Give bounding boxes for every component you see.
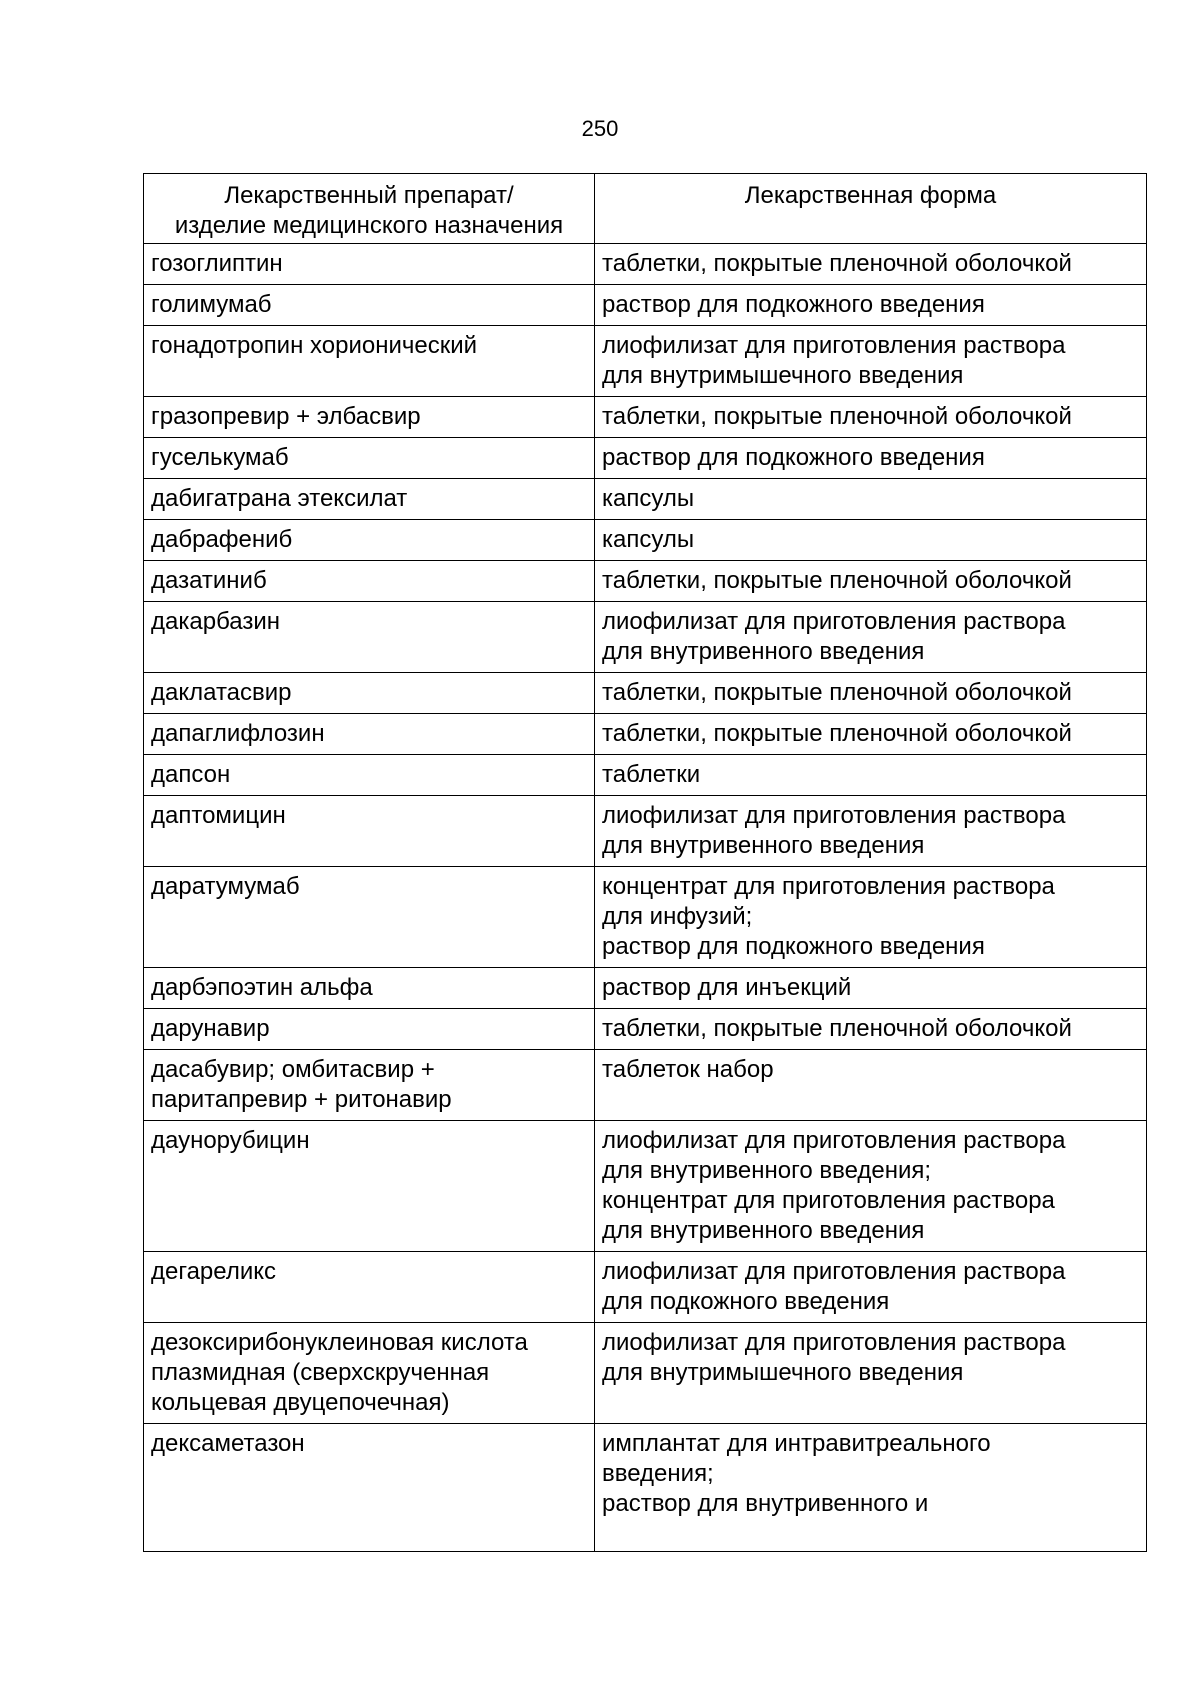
cell-line: гразопревир + элбасвир	[151, 403, 421, 430]
cell-line: капсулы	[602, 485, 695, 512]
form-cell	[595, 397, 1147, 438]
cell-line: гонадотропин хорионический	[151, 332, 478, 359]
cell-line: раствор для инъекций	[602, 974, 852, 1001]
drug-cell	[144, 714, 595, 755]
cell-line: таблетки	[602, 761, 701, 788]
form-cell	[595, 438, 1147, 479]
cell-line: кольцевая двуцепочечная)	[151, 1389, 450, 1416]
cell-line: имплантат для интравитреального	[602, 1430, 991, 1457]
header-drug	[144, 174, 595, 244]
cell-line: раствор для внутривенного и	[602, 1490, 929, 1517]
cell-line: дезоксирибонуклеиновая кислота	[151, 1329, 528, 1356]
cell-line: раствор для подкожного введения	[602, 933, 985, 960]
form-cell	[595, 1121, 1147, 1252]
cell-line: капсулы	[602, 526, 695, 553]
cell-line: дабигатрана этексилат	[151, 485, 408, 512]
drug-cell	[144, 438, 595, 479]
cell-line: лиофилизат для приготовления раствора	[602, 332, 1066, 359]
cell-line: лиофилизат для приготовления раствора	[602, 802, 1066, 829]
cell-line: дарунавир	[151, 1015, 270, 1042]
header-line: изделие медицинского назначения	[174, 212, 564, 239]
form-cell	[595, 755, 1147, 796]
drug-cell	[144, 1323, 595, 1424]
drug-cell	[144, 1424, 595, 1552]
cell-line: для внутримышечного введения	[602, 1359, 964, 1386]
header-dosage-form	[595, 174, 1147, 244]
table-row	[144, 520, 1147, 561]
cell-line: таблетки, покрытые пленочной оболочкой	[602, 250, 1072, 277]
table-row	[144, 1121, 1147, 1252]
table-row	[144, 1252, 1147, 1323]
cell-line: концентрат для приготовления раствора	[602, 1187, 1055, 1214]
drug-cell	[144, 602, 595, 673]
header-line: Лекарственная форма	[744, 182, 997, 209]
cell-line: дакарбазин	[151, 608, 281, 635]
cell-line: для инфузий;	[602, 903, 753, 930]
cell-line: раствор для подкожного введения	[602, 444, 985, 471]
table-row	[144, 285, 1147, 326]
form-cell	[595, 479, 1147, 520]
table-row	[144, 602, 1147, 673]
table-row	[144, 561, 1147, 602]
table-row	[144, 673, 1147, 714]
cell-line: раствор для подкожного введения	[602, 291, 985, 318]
drug-cell	[144, 1121, 595, 1252]
cell-line: таблетки, покрытые пленочной оболочкой	[602, 567, 1072, 594]
drug-cell	[144, 867, 595, 968]
form-cell	[595, 1252, 1147, 1323]
cell-line: дасабувир; омбитасвир +	[151, 1056, 435, 1083]
table-row	[144, 796, 1147, 867]
table-row	[144, 968, 1147, 1009]
drug-cell	[144, 968, 595, 1009]
form-cell	[595, 673, 1147, 714]
cell-line: дарбэпоэтин альфа	[151, 974, 373, 1001]
drug-cell	[144, 561, 595, 602]
table-row	[144, 867, 1147, 968]
cell-line: дексаметазон	[151, 1430, 305, 1457]
form-cell	[595, 714, 1147, 755]
cell-line: дапсон	[151, 761, 231, 788]
cell-line: для внутримышечного введения	[602, 362, 964, 389]
cell-line: таблетки, покрытые пленочной оболочкой	[602, 720, 1072, 747]
drug-cell	[144, 1050, 595, 1121]
drug-cell	[144, 673, 595, 714]
cell-line: для внутривенного введения	[602, 832, 925, 859]
table-row	[144, 1424, 1147, 1552]
table-row	[144, 397, 1147, 438]
drug-cell	[144, 1009, 595, 1050]
cell-line: таблетки, покрытые пленочной оболочкой	[602, 1015, 1072, 1042]
cell-line: введения;	[602, 1460, 714, 1487]
form-cell	[595, 602, 1147, 673]
table-row	[144, 755, 1147, 796]
drug-cell	[144, 285, 595, 326]
cell-line: лиофилизат для приготовления раствора	[602, 1258, 1066, 1285]
drug-cell	[144, 244, 595, 285]
form-cell	[595, 244, 1147, 285]
table-body	[144, 244, 1147, 1552]
cell-line: даптомицин	[151, 802, 286, 829]
table-row	[144, 244, 1147, 285]
drug-cell	[144, 326, 595, 397]
cell-line: лиофилизат для приготовления раствора	[602, 1127, 1066, 1154]
form-cell	[595, 326, 1147, 397]
drug-cell	[144, 520, 595, 561]
form-cell	[595, 1323, 1147, 1424]
form-cell	[595, 285, 1147, 326]
form-cell	[595, 1009, 1147, 1050]
cell-line: дабрафениб	[151, 526, 293, 553]
form-cell	[595, 867, 1147, 968]
form-cell	[595, 1424, 1147, 1552]
drug-cell	[144, 796, 595, 867]
cell-line: даунорубицин	[151, 1127, 310, 1154]
page-number: 250	[581, 116, 619, 141]
cell-line: лиофилизат для приготовления раствора	[602, 1329, 1066, 1356]
cell-line: таблеток набор	[602, 1056, 774, 1083]
table-header-row	[144, 174, 1147, 244]
drug-cell	[144, 397, 595, 438]
cell-line: таблетки, покрытые пленочной оболочкой	[602, 403, 1072, 430]
cell-line: даклатасвир	[151, 679, 292, 706]
cell-line: гуселькумаб	[151, 444, 289, 471]
cell-line: для внутривенного введения;	[602, 1157, 932, 1184]
form-cell	[595, 968, 1147, 1009]
cell-line: гозоглиптин	[151, 250, 283, 277]
table-row	[144, 479, 1147, 520]
cell-line: для внутривенного введения	[602, 1217, 925, 1244]
table-row	[144, 1009, 1147, 1050]
table-row	[144, 1323, 1147, 1424]
table-row	[144, 438, 1147, 479]
header-line: Лекарственный препарат/	[224, 182, 514, 209]
table-row	[144, 714, 1147, 755]
cell-line: голимумаб	[151, 291, 272, 318]
drug-table	[143, 173, 1147, 1552]
table-row	[144, 326, 1147, 397]
form-cell	[595, 1050, 1147, 1121]
cell-line: таблетки, покрытые пленочной оболочкой	[602, 679, 1072, 706]
cell-line: дазатиниб	[151, 567, 267, 594]
cell-line: плазмидная (сверхскрученная	[151, 1359, 490, 1386]
form-cell	[595, 796, 1147, 867]
cell-line: даратумумаб	[151, 873, 300, 900]
table-row	[144, 1050, 1147, 1121]
drug-cell	[144, 1252, 595, 1323]
cell-line: паритапревир + ритонавир	[151, 1086, 452, 1113]
cell-line: лиофилизат для приготовления раствора	[602, 608, 1066, 635]
form-cell	[595, 561, 1147, 602]
drug-cell	[144, 479, 595, 520]
cell-line: дапаглифлозин	[151, 720, 325, 747]
cell-line: дегареликс	[151, 1258, 277, 1285]
cell-line: концентрат для приготовления раствора	[602, 873, 1055, 900]
cell-line: для внутривенного введения	[602, 638, 925, 665]
form-cell	[595, 520, 1147, 561]
drug-cell	[144, 755, 595, 796]
cell-line: для подкожного введения	[602, 1288, 890, 1315]
